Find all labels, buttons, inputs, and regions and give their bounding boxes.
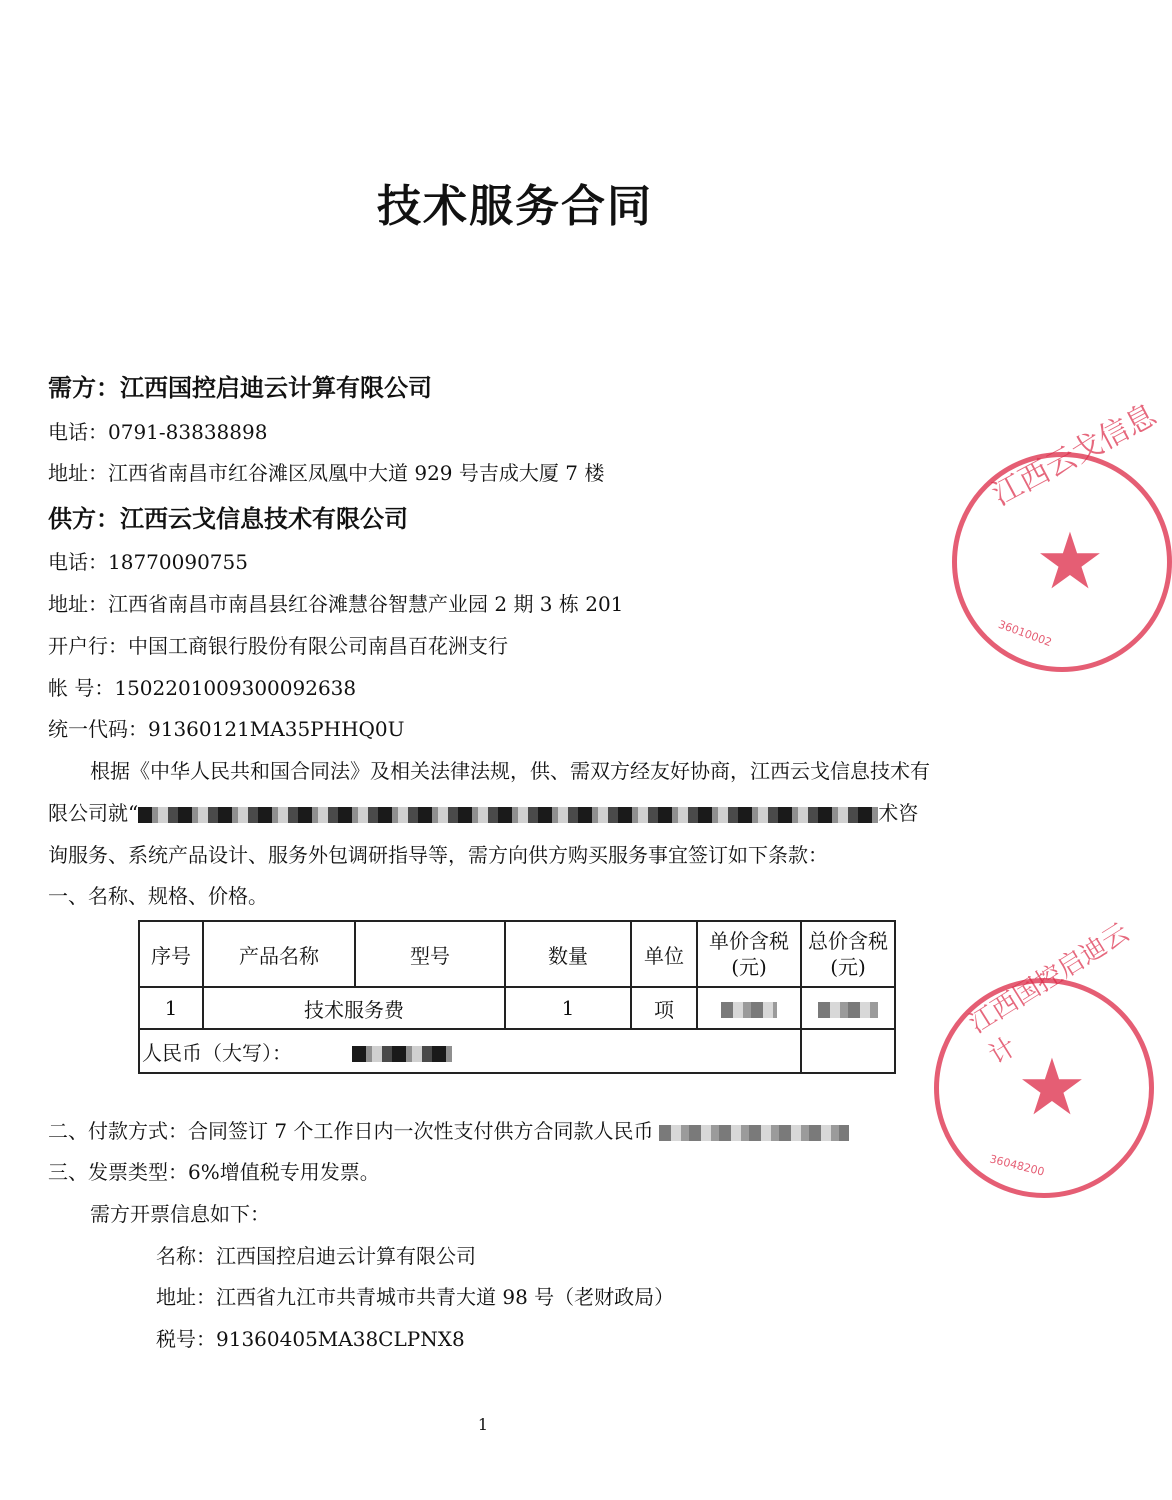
section-2-line [48,1115,849,1144]
buyer-seal-code: 36048200 [988,1152,1046,1179]
row-unit-price [697,987,801,1029]
invoice-name-line [156,1240,476,1269]
buyer-phone-line [48,416,267,445]
supplier-seal-code: 36010002 [996,617,1054,650]
preamble-line-2-end: 术咨 [878,801,919,825]
section-3-heading: 三、发票类型： [48,1160,188,1184]
supplier-bank-line [48,630,508,659]
preamble-line-2-start: 限公司就“ [48,801,139,825]
buyer-label: 需方： [48,373,120,402]
seal-star-icon: ★ [1035,517,1105,607]
supplier-account-label: 帐 号： [48,676,115,700]
header-product-name: 产品名称 [203,921,355,987]
preamble-line-2 [48,797,918,826]
supplier-phone: 18770090755 [108,550,248,574]
section-2-heading: 二、付款方式： [48,1119,188,1143]
header-unit-price: 单价含税 (元) [697,921,801,987]
header-seq: 序号 [139,921,203,987]
total-cell [139,1029,801,1073]
invoice-address: 江西省九江市共青城市共青大道 98 号（老财政局） [216,1285,675,1309]
row-total-price [801,987,895,1029]
preamble-line-1: 根据《中华人民共和国合同法》及相关法律法规，供、需双方经友好协商，江西云戈信息技术有 [90,759,930,783]
header-quantity: 数量 [505,921,631,987]
supplier-credit-code-line [48,713,404,742]
row-product: 技术服务费 [203,987,505,1029]
price-table [138,920,896,1074]
section-3-text: 6%增值税专用发票。 [188,1160,380,1184]
page-number: 1 [477,1415,489,1434]
redacted-total-amount [352,1046,452,1062]
row-seq: 1 [139,987,203,1029]
buyer-line [48,368,432,403]
section-1-heading: 一、名称、规格、价格。 [48,884,268,908]
supplier-account-line [48,672,356,701]
supplier-phone-line [48,546,248,575]
table-total-row [139,1029,895,1073]
section-3-line [48,1156,380,1185]
invoice-intro: 需方开票信息如下： [90,1202,270,1226]
buyer-name: 江西国控启迪云计算有限公司 [120,373,432,402]
supplier-address-line [48,588,623,617]
supplier-seal-text: 江西云戈信息 [986,397,1163,513]
redacted-total-price [818,1002,878,1018]
invoice-address-line [156,1281,674,1310]
supplier-name: 江西云戈信息技术有限公司 [120,504,408,533]
buyer-address-label: 地址： [48,461,108,485]
redacted-unit-price [721,1002,777,1018]
row-unit: 项 [631,987,697,1029]
supplier-address: 江西省南昌市南昌县红谷滩慧谷智慧产业园 2 期 3 栋 201 [108,592,624,616]
supplier-seal-stamp [952,397,1172,672]
total-label: 人民币（大写）： [142,1040,292,1065]
buyer-seal-text: 江西国控启迪云计 [964,917,1135,1071]
supplier-address-label: 地址： [48,592,108,616]
price-table-header-row [139,921,895,987]
invoice-tax-label: 税号： [156,1327,216,1351]
invoice-address-label: 地址： [156,1285,216,1309]
total-empty-cell [801,1029,895,1073]
supplier-bank-label: 开户行： [48,634,128,658]
seal-star-icon: ★ [1017,1043,1087,1133]
buyer-address-line [48,457,604,486]
supplier-bank: 中国工商银行股份有限公司南昌百花洲支行 [128,634,508,658]
supplier-credit-code: 91360121MA35PHHQ0U [148,717,405,741]
supplier-label: 供方： [48,504,120,533]
supplier-line [48,499,408,534]
section-2-text: 合同签订 7 个工作日内一次性支付供方合同款人民币 [188,1119,654,1143]
invoice-tax-line [156,1323,465,1352]
invoice-name-label: 名称： [156,1244,216,1268]
supplier-phone-label: 电话： [48,550,108,574]
header-model: 型号 [355,921,505,987]
redacted-payment-amount [659,1125,849,1141]
header-unit: 单位 [631,921,697,987]
row-quantity: 1 [505,987,631,1029]
redacted-service-name [138,807,878,823]
supplier-account: 1502201009300092638 [114,676,357,700]
table-row [139,987,895,1029]
header-total-price: 总价含税 (元) [801,921,895,987]
supplier-credit-code-label: 统一代码： [48,717,148,741]
buyer-phone-label: 电话： [48,420,108,444]
buyer-address: 江西省南昌市红谷滩区凤凰中大道 929 号吉成大厦 7 楼 [108,461,605,485]
buyer-seal-stamp [934,917,1154,1198]
preamble-line-3: 询服务、系统产品设计、服务外包调研指导等，需方向供方购买服务事宜签订如下条款： [48,843,828,867]
document-title: 技术服务合同 [377,181,653,232]
invoice-tax-id: 91360405MA38CLPNX8 [216,1327,465,1351]
invoice-name: 江西国控启迪云计算有限公司 [216,1244,476,1268]
buyer-phone: 0791-83838898 [108,420,268,444]
